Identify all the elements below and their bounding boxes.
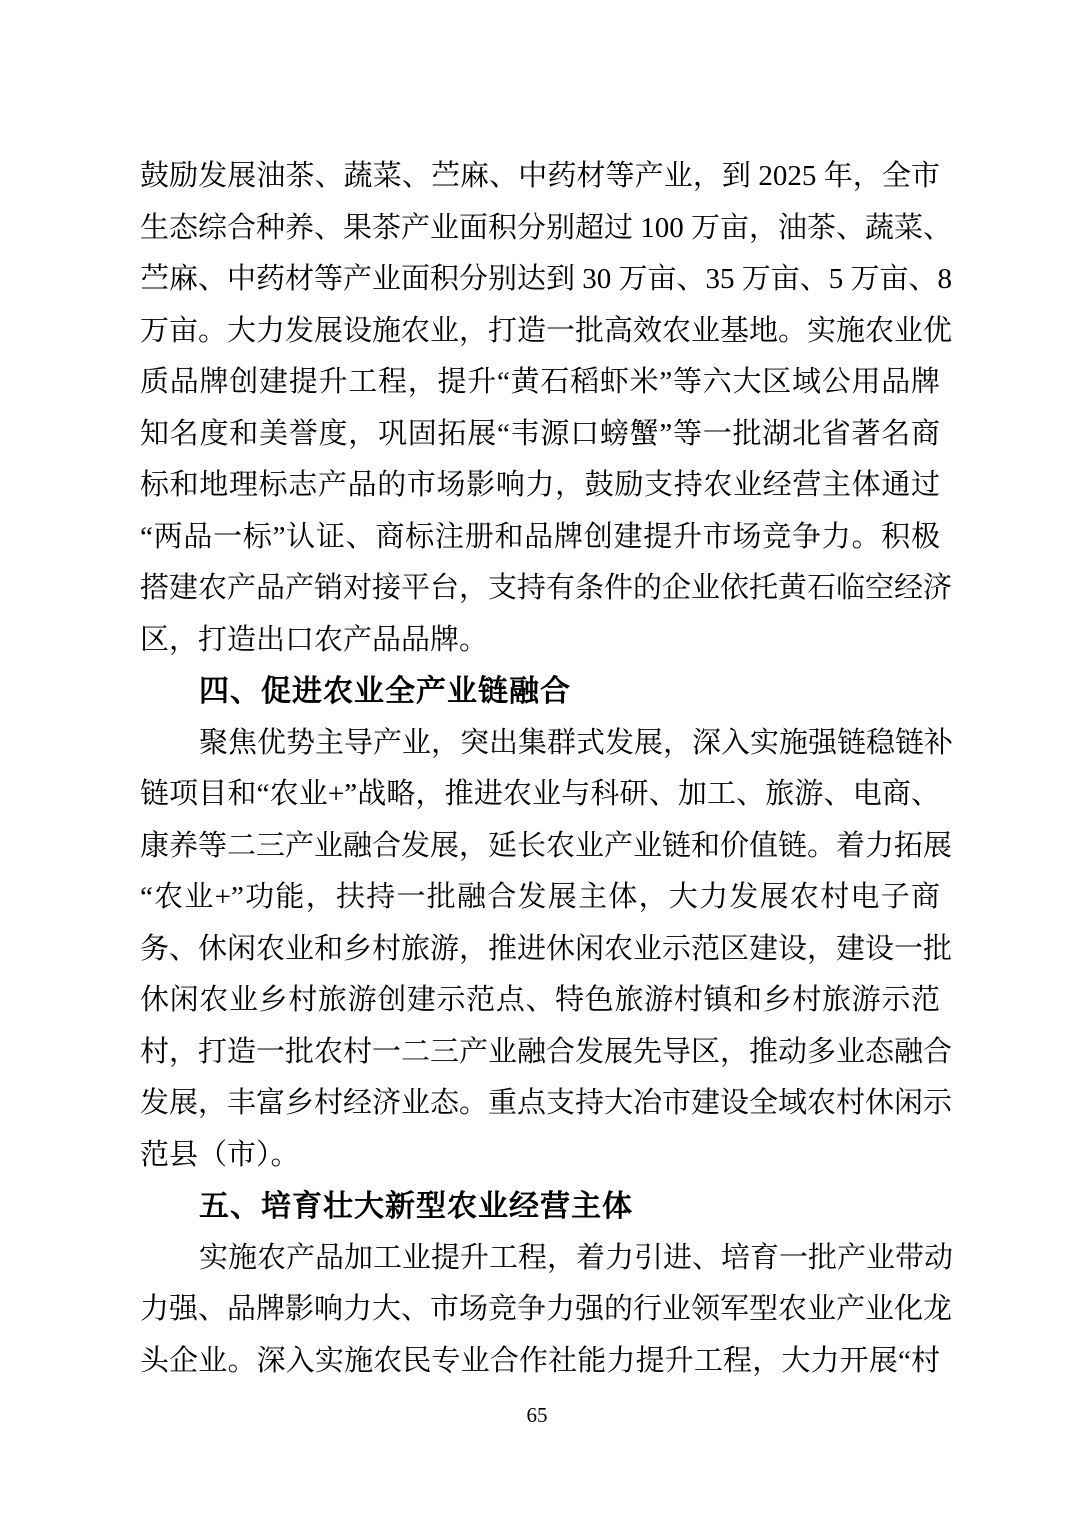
body-text-line: “农业+”功能，扶持一批融合发展主体，大力发展农村电子商 — [140, 881, 940, 913]
body-text-line: 头企业。深入实施农民专业合作社能力提升工程，大力开展“村 — [140, 1344, 940, 1377]
body-text-line: 链项目和“农业+”战略，推进农业与科研、加工、旅游、电商、 — [140, 778, 940, 810]
section-heading-4: 四、促进农业全产业链融合 — [199, 675, 571, 708]
page-body-text — [140, 151, 954, 1387]
body-text-line: 康养等二三产业融合发展，延长农业产业链和价值链。着力拓展 — [140, 829, 953, 862]
body-text-line: “两品一标”认证、商标注册和品牌创建提升市场竞争力。积极 — [140, 520, 940, 553]
body-text-line: 生态综合种养、果茶产业面积分别超过 100 万亩，油茶、蔬菜、 — [140, 211, 953, 244]
body-text-line: 标和地理标志产品的市场影响力，鼓励支持农业经营主体通过 — [140, 469, 940, 501]
body-text-line: 范县（市）。 — [140, 1138, 300, 1171]
page-number: 65 — [526, 1403, 548, 1427]
body-text-line: 发展，丰富乡村经济业态。重点支持大冶市建设全域农村休闲示 — [140, 1087, 953, 1119]
body-text-line: 聚焦优势主导产业，突出集群式发展，深入实施强链稳链补 — [199, 726, 954, 759]
body-text-line: 万亩。大力发展设施农业，打造一批高效农业基地。实施农业优 — [140, 314, 953, 347]
body-text-line: 质品牌创建提升工程，提升“黄石稻虾米”等六大区域公用品牌 — [140, 366, 940, 398]
body-text-line: 务、休闲农业和乡村旅游，推进休闲农业示范区建设，建设一批 — [140, 932, 953, 965]
body-text-line: 区，打造出口农产品品牌。 — [140, 623, 489, 656]
body-text-line: 苎麻、中药材等产业面积分别达到 30 万亩、35 万亩、5 万亩、8 — [140, 263, 953, 295]
body-text-line: 知名度和美誉度，巩固拓展“韦源口螃蟹”等一批湖北省著名商 — [140, 417, 940, 450]
section-heading-5: 五、培育壮大新型农业经营主体 — [199, 1190, 633, 1223]
body-text-line: 村，打造一批农村一二三产业融合发展先导区，推动多业态融合 — [140, 1035, 953, 1068]
body-text-line: 鼓励发展油茶、蔬菜、苎麻、中药材等产业，到 2025 年，全市 — [140, 160, 940, 192]
body-text-line: 力强、品牌影响力大、市场竞争力强的行业领军型农业产业化龙 — [140, 1293, 953, 1325]
body-text-line: 搭建农产品产销对接平台，支持有条件的企业依托黄石临空经济 — [140, 572, 953, 604]
body-text-line: 实施农产品加工业提升工程，着力引进、培育一批产业带动 — [199, 1241, 954, 1274]
body-text-line: 休闲农业乡村旅游创建示范点、特色旅游村镇和乡村旅游示范 — [140, 984, 940, 1016]
